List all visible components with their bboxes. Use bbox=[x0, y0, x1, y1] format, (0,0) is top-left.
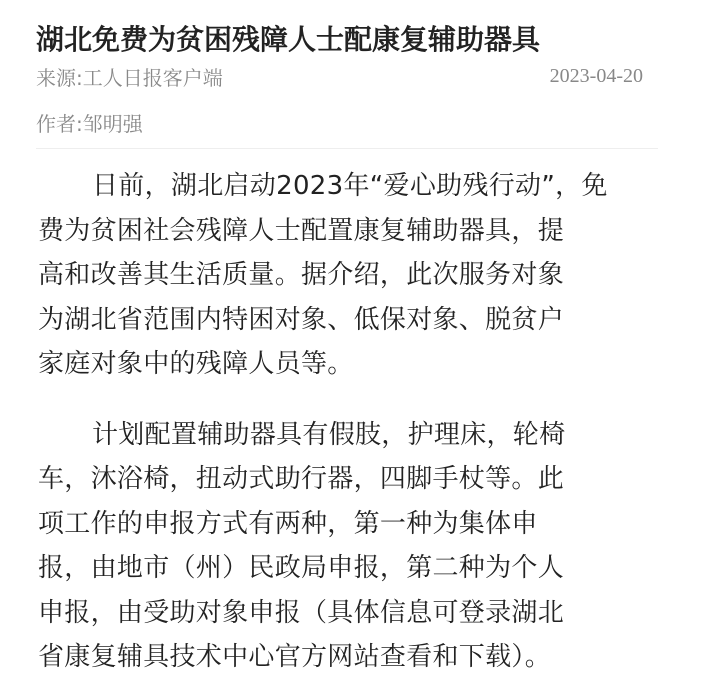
article-author: 作者:邹明强 bbox=[36, 112, 143, 136]
text-line: 计划配置辅助器具有假肢，护理床，轮椅 bbox=[92, 419, 566, 450]
article-source: 来源:工人日报客户端 bbox=[36, 66, 223, 90]
text-line: 费为贫困社会残障人士配置康复辅助器具，提 bbox=[38, 215, 565, 246]
paragraph bbox=[38, 413, 666, 680]
text-line: 报，由地市（州）民政局申报，第二种为个人 bbox=[38, 553, 565, 583]
article-body bbox=[38, 164, 666, 680]
article-title: 湖北免费为贫困残障人士配康复辅助器具 bbox=[36, 23, 541, 56]
text-line: 省康复辅具技术中心官方网站查看和下载）。 bbox=[38, 642, 552, 672]
text-line: 项工作的申报方式有两种，第一种为集体申 bbox=[38, 508, 538, 539]
text-line: 申报，由受助对象申报（具体信息可登录湖北 bbox=[38, 597, 565, 628]
article-date: 2023-04-20 bbox=[549, 65, 643, 87]
text-line: 为湖北省范围内特困对象、低保对象、脱贫户 bbox=[38, 304, 565, 335]
paragraph bbox=[38, 164, 666, 387]
text-line: 日前，湖北启动2023年“爱心助残行动”，免 bbox=[92, 171, 608, 201]
text-line: 家庭对象中的残障人员等。 bbox=[38, 349, 354, 379]
header-divider bbox=[36, 148, 658, 149]
text-line: 车，沐浴椅，扭动式助行器，四脚手杖等。此 bbox=[38, 464, 565, 494]
text-line: 高和改善其生活质量。据介绍，此次服务对象 bbox=[38, 260, 565, 290]
